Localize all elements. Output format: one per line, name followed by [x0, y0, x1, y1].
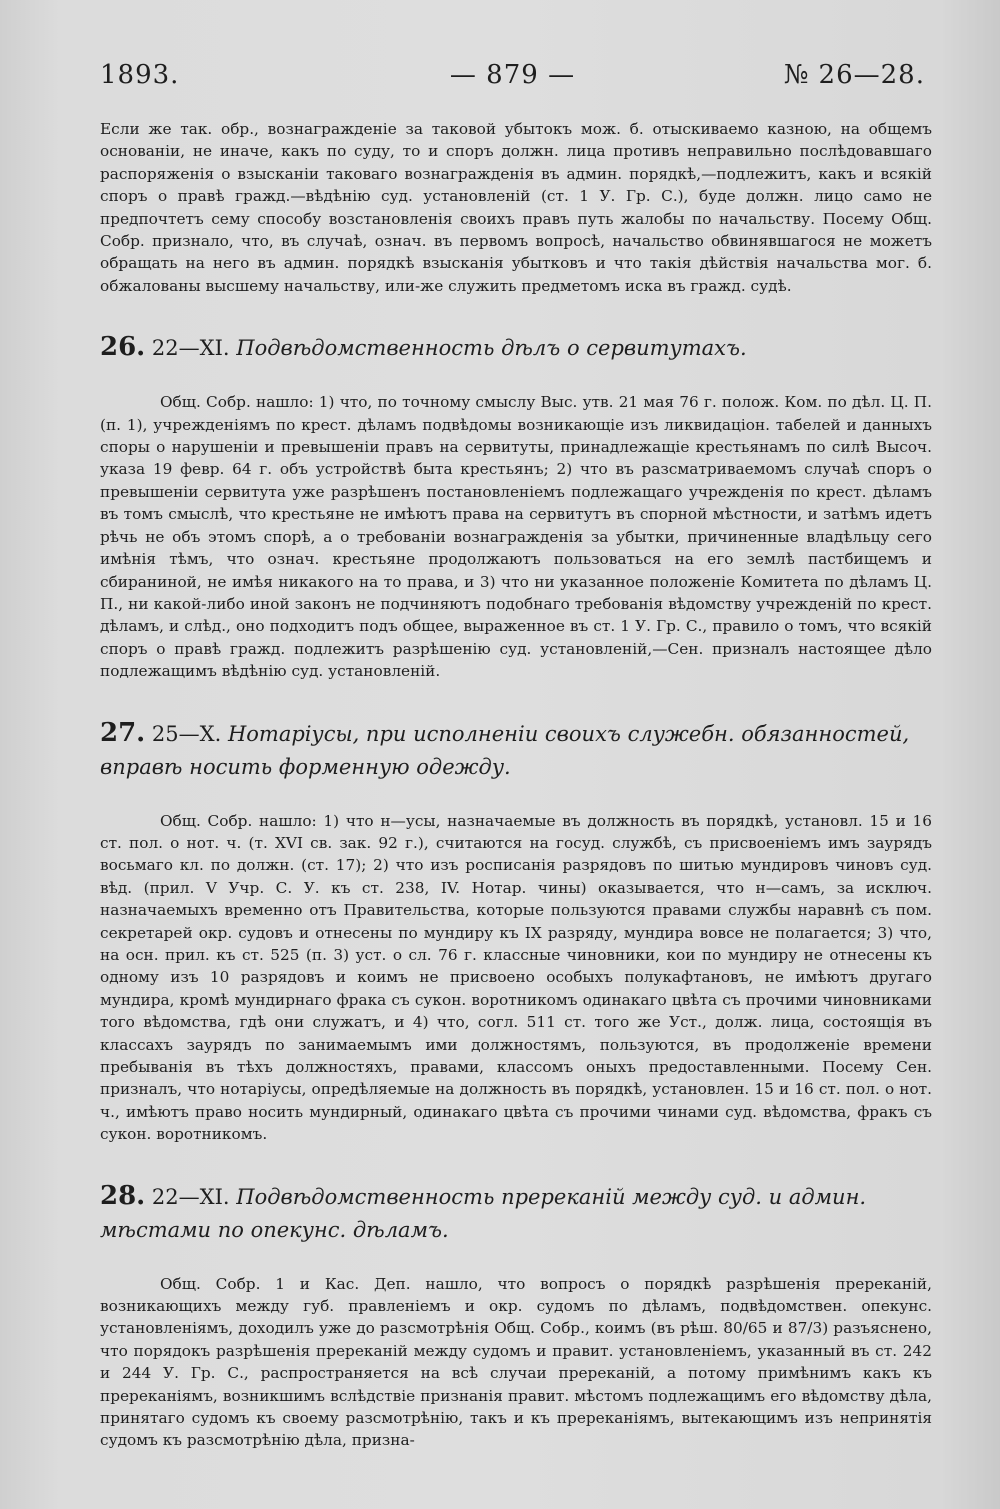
header-year: 1893.: [100, 60, 180, 90]
section-26-title: Подвѣдомственность дѣлъ о сервитутахъ.: [236, 336, 747, 361]
section-26-text: Общ. Собр. нашло: 1) что, по точному смыслу Выс. утв. 21 мая 76 г. полож. Ком. по дѣл. Ц. П. (п. 1), учрежденіямъ по крест. дѣламъ подвѣдомы возникающіе изъ ликвидаціон. табелей и данныхъ споры о нарушеніи и превышеніи правъ на сервитуты, принадлежащіе крестьянамъ по силѣ Высоч. указа 19 февр. 64 г. объ устройствѣ быта крестьянъ; 2) что въ разсматриваемомъ случаѣ споръ о превышеніи сервитута уже разрѣшенъ постановленіемъ подлежащаго учрежденія по крест. дѣламъ въ томъ смыслѣ, что крестьяне не имѣютъ права на сервитутъ въ спорной мѣстности, и затѣмъ идетъ рѣчь не объ этомъ спорѣ, а о требованіи вознагражденія за убытки, причиненные владѣльцу сего имѣнія тѣмъ, что означ. крестьяне продолжаютъ пользоваться на его землѣ пастбищемъ и сбираниной, не имѣя никакого на то права, и 3) что ни указанное положеніе Комитета по дѣламъ Ц. П., ни какой-либо иной законъ не подчиняютъ подобнаго требованія вѣдомству учрежденій по крест. дѣламъ, и слѣд., оно подходитъ подъ общее, выраженное въ ст. 1 У. Гр. С., правило о томъ, что всякій споръ о правѣ гражд. подлежитъ разрѣшенію суд. установленій,—Сен. призналъ настоящее дѣло подлежащимъ вѣдѣнію суд. установленій.: [100, 393, 932, 681]
page-header: [100, 60, 925, 96]
section-28-heading: [100, 1180, 932, 1247]
section-28-title: Подвѣдомственность пререканій между суд. и админ. мѣстами по опекунс. дѣламъ.: [100, 1184, 867, 1242]
section-27-heading: [100, 717, 932, 784]
header-page-number: — 879 —: [449, 60, 576, 90]
section-28-number: 28.: [100, 1180, 146, 1211]
section-26-date: 22—XI.: [151, 336, 230, 361]
page-body: [100, 118, 932, 1452]
section-27-text: Общ. Собр. нашло: 1) что н—усы, назначаемые въ должность въ порядкѣ, установл. 15 и 16 ст. пол. о нот. ч. (т. XVI св. зак. 92 г.), считаются на госуд. службѣ, съ присвоеніемъ имъ заурядъ восьмаго кл. по должн. (ст. 17); 2) что изъ росписанія разрядовъ по шитью мундировъ чиновъ суд. вѣд. (прил. V Учр. С. У. къ ст. 238, IV. Нотар. чины) оказывается, что н—самъ, за исключ. назначаемыхъ временно отъ Правительства, которые пользуются правами службы наравнѣ съ пом. секретарей окр. судовъ и отнесены по мундиру къ IX разряду, мундира вовсе не полагается; 3) что, на осн. прил. къ ст. 525 (п. 3) уст. о сл. 76 г. классные чиновники, кои по мундиру не отнесены къ одному изъ 10 разрядовъ и коимъ не присвоено особыхъ полукафтановъ, не имѣютъ другаго мундира, кромѣ мундирнаго фрака съ сукон. воротникомъ одинакаго цвѣта съ прочими чиновниками того вѣдомства, гдѣ они служатъ, и 4) что, согл. 511 ст. того же Уст., долж. лица, состоящія въ классахъ заурядъ по занимаемымъ ими должностямъ, пользуются, въ продолженіе времени пребыванія въ тѣхъ должностяхъ, правами, классомъ оныхъ предоставленными. Посему Сен. призналъ, что нотаріусы, опредѣляемые на должность въ порядкѣ, установлен. 15 и 16 ст. пол. о нот. ч., имѣютъ право носить мундирный, одинакаго цвѣта съ прочими чинами суд. вѣдомства, фракъ съ сукон. воротникомъ.: [100, 811, 932, 1144]
section-27-title: Нотаріусы, при исполненіи своихъ служебн. обязанностей, вправѣ носить форменную одежду.: [100, 721, 910, 779]
section-27-date: 25—X.: [151, 721, 222, 746]
section-26-heading: [100, 331, 932, 365]
header-issue-number: № 26—28.: [783, 60, 925, 90]
section-28-text: Общ. Собр. 1 и Кас. Деп. нашло, что вопросъ о порядкѣ разрѣшенія пререканій, возникающихъ между губ. правленіемъ и окр. судомъ по дѣламъ, подвѣдомствен. опекунс. установленіямъ, доходилъ уже до разсмотрѣнія Общ. Собр., коимъ (въ рѣш. 80/65 и 87/3) разъяснено, что порядокъ разрѣшенія пререканій между судомъ и правит. установленіемъ, указанный въ ст. 242 и 244 У. Гр. С., распространяется на всѣ случаи пререканій, а потому примѣнимъ какъ къ пререканіямъ, возникшимъ вслѣдствіе признанія правит. мѣстомъ подлежащимъ его вѣдомству дѣла, принятаго судомъ къ своему разсмотрѣнію, такъ и къ пререканіямъ, вытекающимъ изъ непринятія судомъ къ разсмотрѣнію дѣла, призна-: [100, 1274, 932, 1450]
section-28-date: 22—XI.: [151, 1184, 230, 1209]
section-26-number: 26.: [100, 332, 146, 363]
section-27-number: 27.: [100, 717, 146, 748]
intro-paragraph: Если же так. обр., вознагражденіе за таковой убытокъ мож. б. отыскиваемо казною, на общемъ основаніи, не иначе, какъ по суду, то и споръ должн. лица противъ неправильно послѣдовавшаго распоряженія о взысканіи таковаго вознагражденія въ админ. порядкѣ,—подлежитъ, какъ и всякій споръ о правѣ гражд.—вѣдѣнію суд. установленій (ст. 1 У. Гр. С.), буде должн. лицо само не предпочтетъ сему способу возстановленія своихъ правъ путь жалобы по начальству. Посему Общ. Собр. признало, что, въ случаѣ, означ. въ первомъ вопросѣ, начальство обвинявшагося не можетъ обращать на него въ админ. порядкѣ взысканія убытковъ и что такія дѣйствія начальства мог. б. обжалованы высшему начальству, или-же служить предметомъ иска въ гражд. судѣ.: [100, 120, 932, 295]
